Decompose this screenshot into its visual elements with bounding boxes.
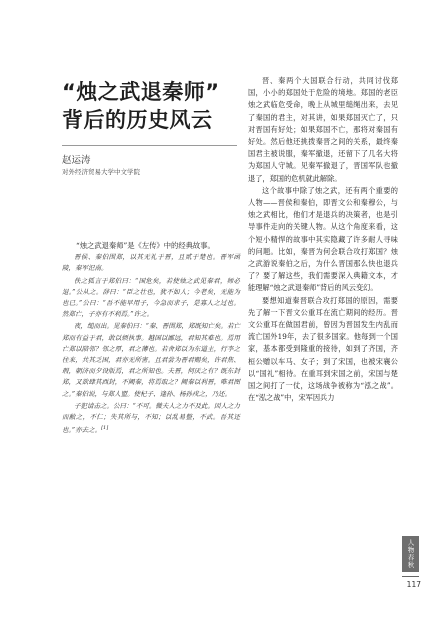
quote-paragraph-3: 夜，缒而出。见秦伯曰：“秦、晋围郑，郑既知亡矣。若亡郑而有益于君，敢以烦执事。越国以鄙远，君知其难也。焉用亡郑以陪邻？邻之厚，君之薄也。若舍郑以为东道主，行李之往来，共其乏困，君亦无所害。且君尝为晋君赐矣，许君焦、瑕，朝济而夕设版焉，君之所知也。夫晋，何厌之有？既东封郑，又欲肆其西封，不阙秦，将焉取之？阙秦以利晋，唯君图之。”秦伯说，与郑人盟。使杞子、逢孙、杨孙戍之，乃还。 bbox=[62, 322, 240, 398]
title-line-1: “烛之武退秦师” bbox=[62, 80, 220, 104]
quote-paragraph-4 bbox=[62, 401, 240, 437]
article-title bbox=[62, 78, 242, 134]
page-number: 117 bbox=[406, 580, 421, 589]
right-paragraph-2: 这个故事中除了烛之武，还有两个重要的人物——晋侯和秦伯，即晋文公和秦穆公，与烛之武相比，他们才是退兵的决策者，也是引导事件走向的关键人物。从这个角度来看，这个短小精悍的故事中其实隐藏了许多耐人寻味的问题。比如，秦晋为何会联合攻打郑国？烛之武游说秦伯之后，为什么晋国那么快也退兵了？要了解这些，我们需要深入典籍文本，才能理解“烛之武退秦师”背后的风云变幻。 bbox=[248, 185, 398, 293]
right-column bbox=[248, 75, 398, 404]
author-name: 赵运涛 bbox=[62, 155, 91, 166]
quote-paragraph-2: 佚之狐言于郑伯曰：“国危矣，若使烛之武见秦君，师必退。”公从之。辞曰：“臣之壮也，犹不如人；今老矣，无能为也已。”公曰：“吾不能早用子，今急而求子，是寡人之过也。然郑亡，子亦有不利焉。”许之。 bbox=[62, 276, 240, 319]
title-line-2: 背后的历史风云 bbox=[62, 108, 213, 132]
author-affiliation: 对外经济贸易大学中文学院 bbox=[62, 168, 140, 176]
footnote-mark: [1] bbox=[101, 425, 109, 432]
right-paragraph-3: 要想知道秦晋联合攻打郑国的原因，需要先了解一下晋文公重耳在流亡期间的经历。晋文公重耳在做国君前，曾因为晋国发生内乱而流亡国外19年，去了很多国家。他每到一个国家，基本都受到隆重的接待，如到了齐国，齐桓公赠以车马、女子；到了宋国，也被宋襄公以“国礼”相待。在重耳到宋国之前，宋国与楚国之间打了一仗，这场战争被称为“泓之战”。在“泓之战”中，宋军因兵力 bbox=[248, 295, 398, 403]
section-tab: 人物春秋 bbox=[402, 536, 419, 572]
page-number-rule bbox=[402, 576, 419, 577]
quote-4-text: 子犯请击之。公曰：“不可。微夫人之力不及此。因人之力而敝之，不仁；失其所与，不知；以乱易整，不武。吾其还也。”亦去之。 bbox=[62, 401, 240, 435]
left-column bbox=[62, 240, 240, 437]
intro-paragraph: “烛之武退秦师”是《左传》中的经典故事。 bbox=[76, 241, 215, 250]
right-paragraph-1: 晋、秦两个大国联合行动，共同讨伐郑国，小小的郑国处于危险的境地。郑国的老臣烛之武临危受命，晚上从城里缒绳出来，去见了秦国的君主，对其讲，如果郑国灭亡了，只对晋国有好处；如果郑国不亡，那将对秦国有好处。然后他还挑拨秦晋之间的关系，最终秦国君主被说服，秦军撤退，还留下了几名大将为郑国人守城。见秦军撤退了，晋国军队也撤退了，郑国的危机就此解除。 bbox=[248, 76, 398, 183]
title-divider bbox=[62, 145, 237, 146]
quote-paragraph-1: 晋侯、秦伯围郑，以其无礼于晋，且贰于楚也。晋军函陵，秦军氾南。 bbox=[62, 253, 240, 273]
